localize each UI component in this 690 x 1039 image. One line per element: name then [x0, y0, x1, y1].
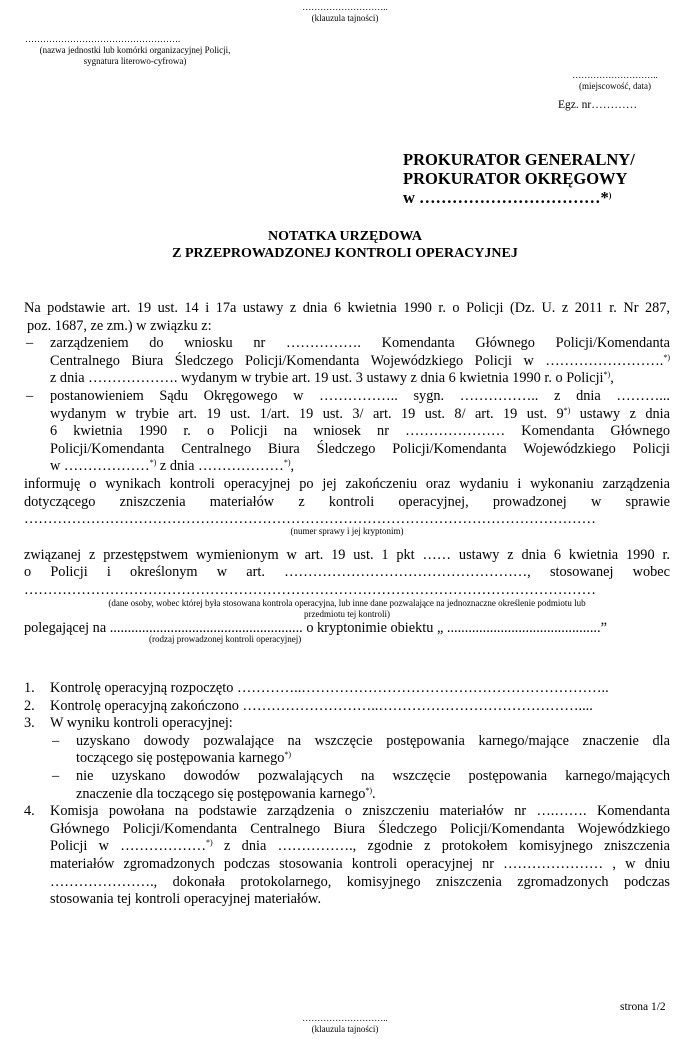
dash-mark: –	[26, 387, 34, 404]
addressee-line-1: PROKURATOR GENERALNY/	[403, 150, 635, 169]
inform-line-1: informuję o wynikach kontroli operacyjnej po jej zakończeniu oraz wydaniu i wykonaniu zarządzenia	[24, 475, 670, 492]
footnote-mark: *)	[603, 370, 611, 380]
b2-line-5	[50, 458, 670, 476]
s2-line-2	[76, 786, 670, 804]
person-label	[24, 598, 670, 620]
list-item-court-order	[24, 388, 670, 476]
addressee	[403, 150, 683, 207]
b1-line-2	[50, 353, 670, 371]
s1-line-2	[76, 750, 670, 768]
top-clause-label: (klauzula tajności)	[311, 13, 379, 23]
top-clause-dots: ………………………..	[302, 2, 388, 12]
b2-line-3: 6 kwietnia 1990 r. o Policji na wniosek nr ………………… Komendanta Głównego	[50, 423, 670, 440]
page-number: strona 1/2	[620, 1001, 666, 1013]
dash-mark: –	[52, 767, 60, 784]
numbered-item-4	[24, 803, 670, 909]
bottom-clause-dots: ………………………..	[302, 1013, 388, 1023]
addressee-line-3	[403, 188, 683, 207]
addressee-footnote-mark: )	[608, 191, 612, 200]
crime-line-1: związanej z przestępstwem wymienionym w art. 19 ust. 1 pkt …… ustawy z dnia 6 kwietnia 1990 r.	[24, 546, 670, 563]
s2-line-2-end: .	[372, 785, 376, 802]
copy-number: Egz. nr…………	[558, 99, 638, 111]
title-line-1: NOTATKA URZĘDOWA	[268, 229, 422, 244]
list-item-decision	[24, 335, 670, 388]
intro-line-2: poz. 1687, ze zm.) w związku z:	[27, 317, 212, 334]
numbered-item-2	[24, 698, 670, 716]
place-date-block	[555, 70, 675, 92]
addressee-line-3-text: w ……………………………*	[403, 188, 609, 207]
case-label: (numer sprawy i jej kryptonim)	[290, 525, 404, 536]
item4-line-6: stosowania tej kontroli operacyjnej materiałów.	[50, 891, 322, 908]
item-number: 3.	[24, 715, 35, 732]
s2-line-2-text: znaczenie dla toczącego się postępowania karnego	[76, 785, 366, 802]
unit-dots: …………………………………………….	[25, 34, 181, 44]
footnote-mark: *)	[663, 352, 670, 362]
dash-mark: –	[26, 335, 34, 352]
unit-block	[15, 34, 255, 67]
s2-line-1: nie uzyskano dowodów pozwalających na wszczęcie postępowania karnego/mających	[76, 767, 670, 784]
footnote-mark: *)	[563, 405, 571, 415]
b1-line-3-text: z dnia ………………. wydanym w trybie art. 19 ust. 3 ustawy z dnia 6 kwietnia 1990 r. o Policji	[50, 370, 604, 387]
item-number: 1.	[24, 680, 35, 696]
place-date-dots: ………………………..	[572, 70, 658, 80]
bottom-clause-label: (klauzula tajności)	[311, 1024, 379, 1034]
unit-label-2: sygnatura literowo-cyfrowa)	[83, 56, 187, 66]
place-date-label: (miejscowość, data)	[579, 81, 651, 91]
footnote-mark: *)	[284, 750, 292, 760]
crime-line-2: o Policji i określonym w art. ……………………………………………, stosowanej wobec	[24, 564, 670, 581]
item4-line-5: …………………., dokonała protokolarnego, komisyjnego zniszczenia zgromadzonych podczas	[50, 873, 670, 890]
item-2-text: Kontrolę operacyjną zakończono ………………………..……………………………………....	[50, 697, 593, 714]
item4-line-2: Głównego Policji/Komendanta Centralnego Biura Śledczego Policji/Komendanta Wojewódzkiego	[50, 820, 670, 837]
item4-line-3	[50, 838, 670, 856]
item-1-text: Kontrolę operacyjną rozpoczęto …………..………………………………………………………..	[50, 680, 609, 696]
unit-label-1: (nazwa jednostki lub komórki organizacyjnej Policji,	[39, 45, 231, 55]
person-label-1: (dane osoby, wobec której była stosowana kontrola operacyjna, lub inne dane pozwalające na jednoznaczne określenie podmiotu lub	[108, 597, 586, 608]
footnote-mark: *)	[283, 458, 291, 468]
b2-line-5-text: w ………………	[50, 458, 150, 475]
person-label-2: przedmiotu tej kontroli)	[304, 608, 390, 619]
inform-line-2: dotyczącego zniszczenia materiałów z kontroli operacyjnej, prowadzonej w sprawie	[24, 493, 670, 510]
b1-line-3-end: ,	[610, 370, 614, 387]
document-title	[0, 228, 690, 262]
intro-line-1: Na podstawie art. 19 ust. 14 i 17a ustawy z dnia 6 kwietnia 1990 r. o Policji (Dz. U. z 2011 r. Nr 287,	[24, 300, 670, 316]
numbered-list	[24, 680, 670, 909]
sub-item-no-evidence	[50, 768, 670, 803]
top-clause	[270, 2, 420, 24]
footnote-mark: *)	[206, 838, 213, 848]
b2-line-5-end: ,	[290, 458, 295, 475]
item4-line-4: materiałów zgromadzonych podczas stosowania kontroli operacyjnej nr ………………… , w dniu	[50, 855, 670, 872]
b2-line-2-end: ustawy z dnia	[570, 405, 670, 422]
sub-item-evidence	[50, 733, 670, 768]
title-line-2: Z PRZEPROWADZONEJ KONTROLI OPERACYJNEJ	[172, 246, 518, 261]
footnote-mark: *)	[149, 458, 157, 468]
item-number: 4.	[24, 803, 35, 820]
person-dots: …………………………………………………………………………………………………………	[24, 581, 596, 598]
item4-line-1: Komisja powołana na podstawie zarządzenia o zniszczeniu materiałów nr ….……. Komendanta	[50, 803, 670, 820]
s1-line-1: uzyskano dowody pozwalające na wszczęcie postępowania karnego/mające znaczenie dla	[76, 732, 670, 749]
main-body	[24, 300, 670, 645]
item-3-text: W wyniku kontroli operacyjnej:	[50, 715, 233, 732]
footnote-mark: *)	[365, 785, 373, 795]
b2-line-1: postanowieniem Sądu Okręgowego w …………….. sygn. …………….. z dnia ………...	[50, 387, 670, 404]
b2-line-2	[50, 406, 670, 424]
b2-line-4: Policji/Komendanta Centralnego Biura Śledczego Policji/Komendanta Wojewódzkiego Policji	[50, 440, 670, 457]
s1-line-2-text: toczącego się postępowania karnego	[76, 750, 285, 767]
consist-label: (rodzaj prowadzonej kontroli operacyjnej)	[149, 634, 302, 645]
bottom-clause	[270, 1013, 420, 1035]
item4-line-3-text: Policji w ………………	[50, 838, 207, 855]
b2-line-5-mid: z dnia ………………	[156, 458, 284, 475]
dash-mark: –	[52, 732, 60, 749]
numbered-item-3	[24, 715, 670, 803]
b1-line-3	[50, 370, 670, 388]
case-dots: …………………………………………………………………………………………………………	[24, 511, 596, 528]
consist-line: polegającej na ...................................................... o kryptonimie obiektu „ ...........................................”	[24, 619, 607, 636]
b1-line-1: zarządzeniem do wniosku nr ……………. Komendanta Głównego Policji/Komendanta	[50, 335, 670, 352]
addressee-line-2: PROKURATOR OKRĘGOWY	[403, 169, 628, 188]
b2-line-2-text: wydanym w trybie art. 19 ust. 1/art. 19 ust. 3/ art. 19 ust. 8/ art. 19 ust. 9	[50, 405, 564, 422]
item-number: 2.	[24, 697, 35, 714]
item4-line-3-end: z dnia ……………., zgodnie z protokołem komisyjnego zniszczenia	[212, 838, 670, 855]
b1-line-2-text: Centralnego Biura Śledczego Policji/Komendanta Wojewódzkiego Policji w …………………….	[50, 352, 664, 369]
numbered-item-1	[24, 680, 670, 698]
